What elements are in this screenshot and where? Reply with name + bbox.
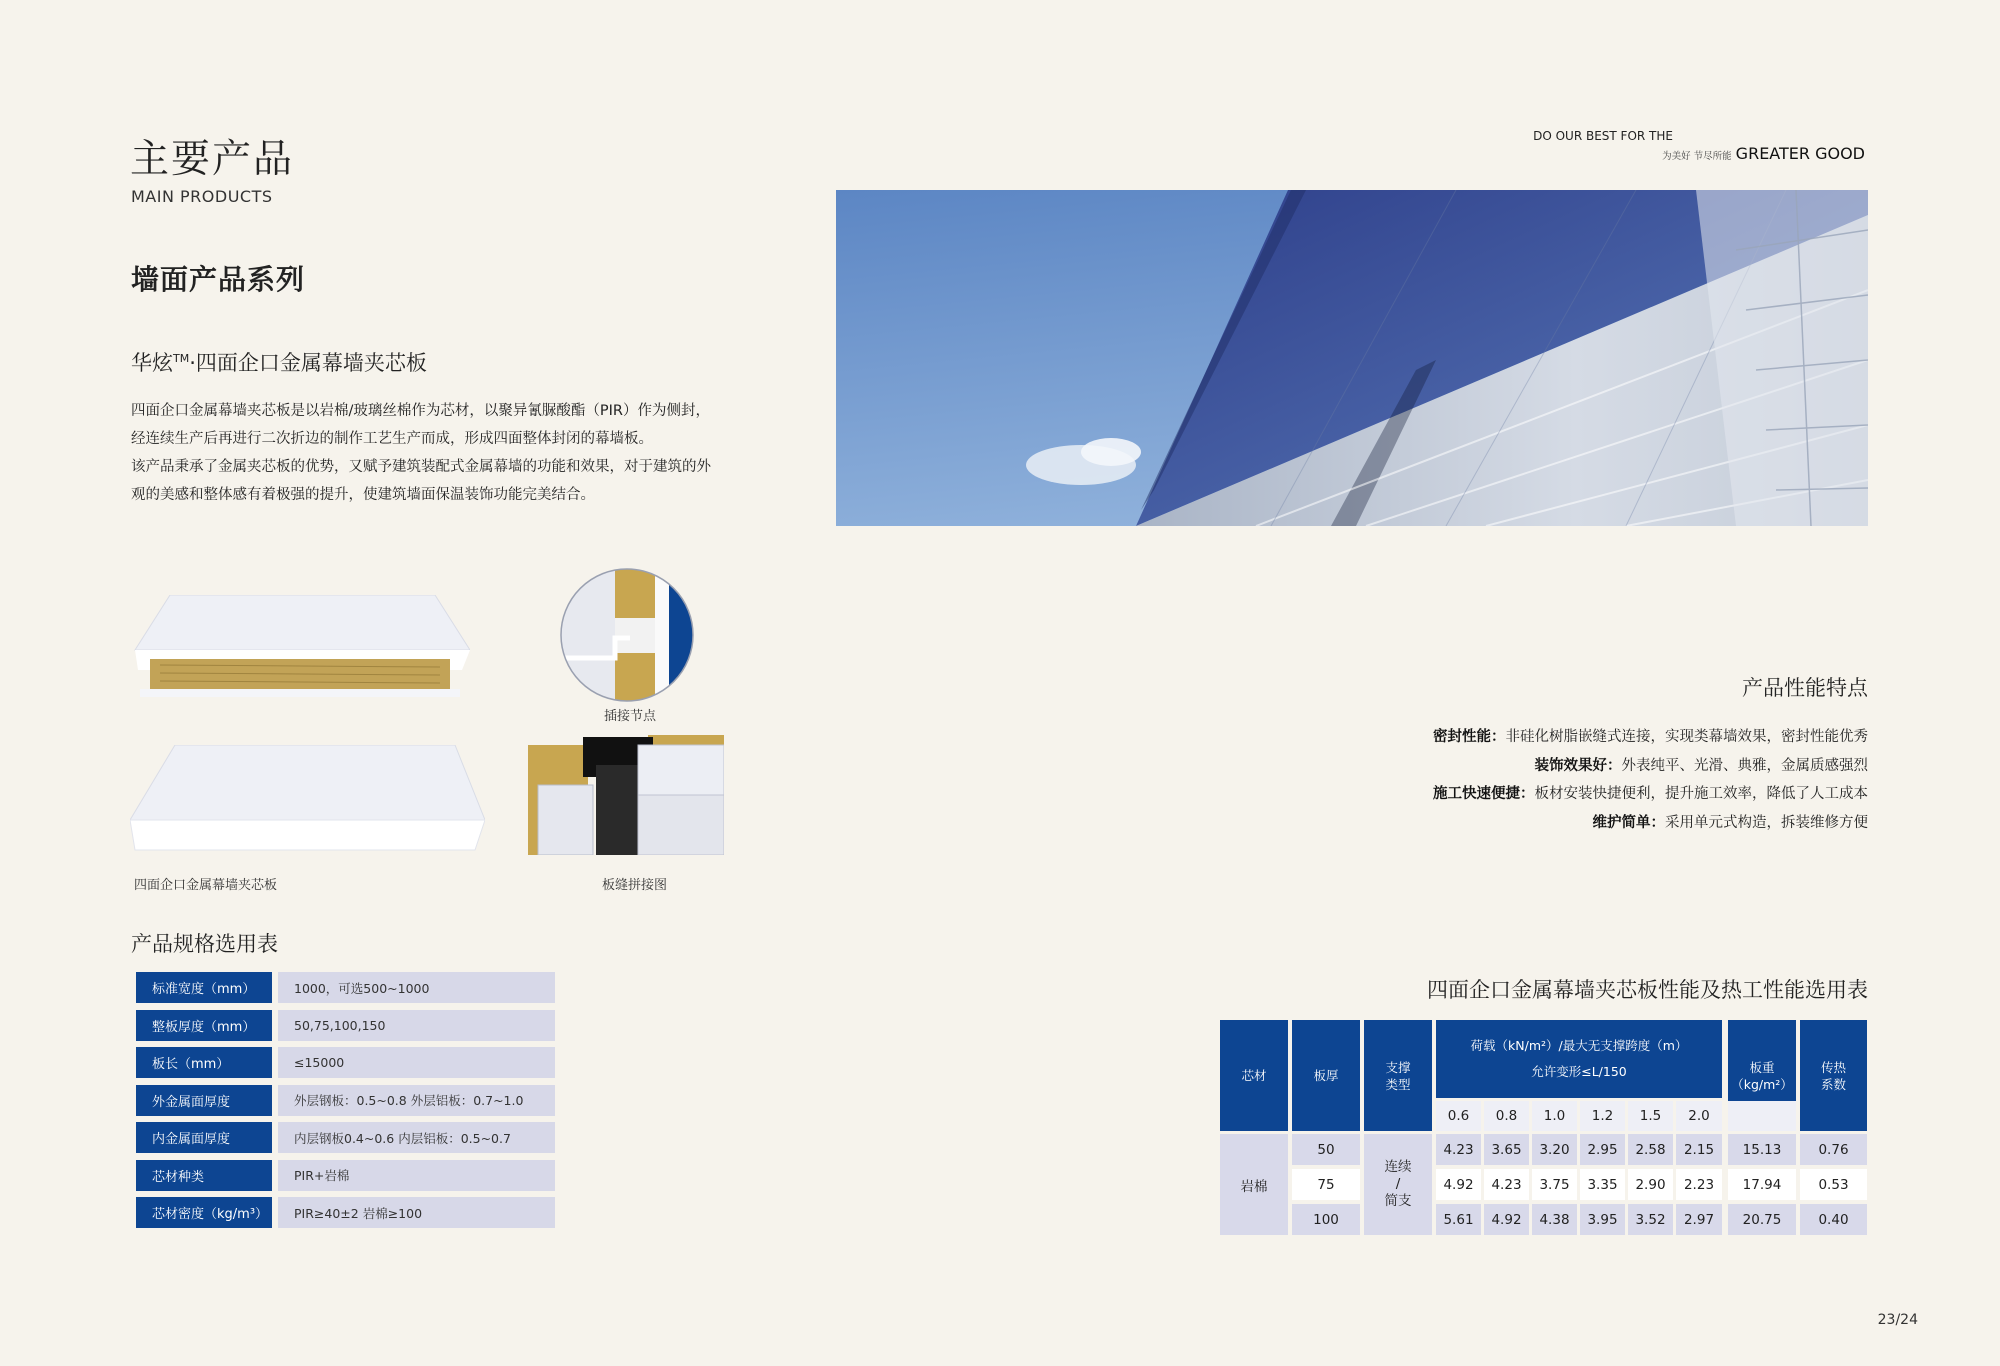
load-cell: 3.35 [1580,1169,1625,1200]
feature-text: 采用单元式构造，拆装维修方便 [1665,814,1868,831]
feature-text: 外表纯平、光滑、典雅，金属质感强烈 [1621,757,1868,774]
spec-key: 芯材种类 [136,1160,272,1191]
load-cell: 3.52 [1628,1204,1673,1235]
load-cell: 3.65 [1484,1134,1529,1165]
product-name-suffix: ·四面企口金属幕墙夹芯板 [189,351,427,375]
spec-key: 标准宽度（mm） [136,972,272,1003]
feature-item [1308,780,1868,809]
spec-row [136,1197,555,1228]
weight-cell: 15.13 [1728,1134,1796,1165]
spec-key: 外金属面厚度 [136,1085,272,1116]
product-description [131,397,721,509]
header-heat-line1: 传热 [1820,1059,1846,1075]
heat-cell: 0.76 [1800,1134,1867,1165]
spec-value: 内层钢板0.4~0.6 内层铝板：0.5~0.7 [278,1122,555,1153]
spec-row [136,972,555,1003]
spec-table [136,972,555,1235]
load-cell: 2.15 [1676,1134,1722,1165]
page-number: 23/24 [1877,1312,1918,1328]
feature-label: 密封性能： [1433,729,1506,745]
series-title: 墙面产品系列 [131,263,306,296]
load-cell: 3.20 [1532,1134,1577,1165]
load-cell: 4.92 [1484,1204,1529,1235]
support-simple: 简支 [1384,1193,1412,1209]
load-cell: 2.58 [1628,1134,1673,1165]
spec-value: 50,75,100,150 [278,1010,555,1041]
thickness-cell: 75 [1292,1169,1360,1200]
header-load-line2: 允许变形≤L/150 [1531,1064,1627,1079]
slogan-greater-good: GREATER GOOD [1735,144,1865,163]
header-core: 芯材 [1220,1020,1288,1131]
spec-value: ≤15000 [278,1047,555,1078]
feature-item [1308,809,1868,838]
feature-text: 板材安装快捷便利，提升施工效率，降低了人工成本 [1534,786,1868,802]
trademark: TM [173,352,190,365]
spec-value: PIR+岩棉 [278,1160,555,1191]
header-support [1364,1020,1432,1131]
load-cell: 2.95 [1580,1134,1625,1165]
load-cell: 4.23 [1436,1134,1481,1165]
load-cell: 2.23 [1676,1169,1722,1200]
header-heat-line2: 系数 [1820,1076,1846,1092]
load-cell: 2.97 [1676,1204,1722,1235]
features-list [1308,723,1868,837]
span-header: 0.8 [1484,1101,1529,1131]
slogan-line1: DO OUR BEST FOR THE [1533,129,1673,143]
load-cell: 2.90 [1628,1169,1673,1200]
description-paragraph-1: 四面企口金属幕墙夹芯板是以岩棉/玻璃丝棉作为芯材，以聚异氰脲酸酯（PIR）作为侧封，经连续生产后再进行二次折边的制作工艺生产而成，形成四面整体封闭的幕墙板。 [131,403,710,447]
heat-cell: 0.53 [1800,1169,1867,1200]
page-title: 主要产品 [130,137,295,182]
support-slash: / [1395,1176,1401,1192]
joint-detail-image [560,568,694,702]
page-subtitle: MAIN PRODUCTS [131,187,273,206]
header-thickness: 板厚 [1292,1020,1360,1131]
spec-key: 内金属面厚度 [136,1122,272,1153]
panel-illustration-bottom [130,745,485,855]
load-cell: 3.95 [1580,1204,1625,1235]
header-support-line1: 支撑 [1385,1059,1411,1075]
slogan-small: 为美好 节尽所能 [1662,151,1732,162]
description-paragraph-2: 该产品秉承了金属夹芯板的优势，又赋予建筑装配式金属幕墙的功能和效果，对于建筑的外观的美感和整体感有着极强的提升，使建筑墙面保温装饰功能完美结合。 [131,459,711,503]
header-weight-line2: （kg/m²） [1731,1076,1793,1092]
span-header: 1.5 [1628,1101,1673,1131]
header-load [1436,1020,1722,1098]
header-heat [1800,1020,1867,1131]
support-type-cell [1364,1134,1432,1235]
feature-item [1308,723,1868,752]
feature-text: 非硅化树脂嵌缝式连接，实现类幕墙效果，密封性能优秀 [1505,729,1868,745]
slogan-line2 [1662,144,1865,163]
header-load-line1: 荷载（kN/m²）/最大无支撑跨度（m） [1470,1038,1688,1053]
spec-key: 整板厚度（mm） [136,1010,272,1041]
panel-illustration-top [130,595,470,700]
load-cell: 4.92 [1436,1169,1481,1200]
spec-key: 芯材密度（kg/m³） [136,1197,272,1228]
thickness-cell: 100 [1292,1204,1360,1235]
heat-cell: 0.40 [1800,1204,1867,1235]
weight-cell: 17.94 [1728,1169,1796,1200]
building-photo [836,190,1868,526]
core-material-cell: 岩棉 [1220,1134,1288,1235]
spec-row [136,1085,555,1116]
span-header: 0.6 [1436,1101,1481,1131]
feature-label: 施工快速便捷： [1433,786,1535,802]
span-header-blank [1728,1101,1796,1131]
feature-item [1308,752,1868,781]
load-cell: 3.75 [1532,1169,1577,1200]
seam-caption: 板缝拼接图 [602,878,668,893]
joint-caption: 插接节点 [604,709,657,724]
product-name-prefix: 华炫 [131,351,173,375]
feature-label: 装饰效果好： [1534,757,1622,774]
spec-value: 外层钢板：0.5~0.8 外层铝板：0.7~1.0 [278,1085,555,1116]
thickness-cell: 50 [1292,1134,1360,1165]
product-name [131,347,427,377]
span-header: 1.2 [1580,1101,1625,1131]
seam-illustration [528,735,724,855]
weight-cell: 20.75 [1728,1204,1796,1235]
perf-table-title: 四面企口金属幕墙夹芯板性能及热工性能选用表 [1427,978,1868,1002]
feature-label: 维护简单： [1592,814,1665,831]
header-weight-line1: 板重 [1749,1059,1775,1075]
spec-row [136,1122,555,1153]
panel-caption: 四面企口金属幕墙夹芯板 [134,878,278,893]
load-cell: 4.38 [1532,1204,1577,1235]
spec-row [136,1160,555,1191]
spec-row [136,1010,555,1041]
perf-table [1220,1020,1867,1235]
span-header: 2.0 [1676,1101,1722,1131]
spec-value: 1000，可选500~1000 [278,972,555,1003]
spec-table-title: 产品规格选用表 [131,932,278,956]
header-support-line2: 类型 [1385,1076,1411,1092]
features-title: 产品性能特点 [1742,676,1868,700]
load-cell: 5.61 [1436,1204,1481,1235]
load-cell: 4.23 [1484,1169,1529,1200]
spec-row [136,1047,555,1078]
span-header: 1.0 [1532,1101,1577,1131]
support-continuous: 连续 [1384,1159,1412,1175]
spec-key: 板长（mm） [136,1047,272,1078]
spec-value: PIR≥40±2 岩棉≥100 [278,1197,555,1228]
